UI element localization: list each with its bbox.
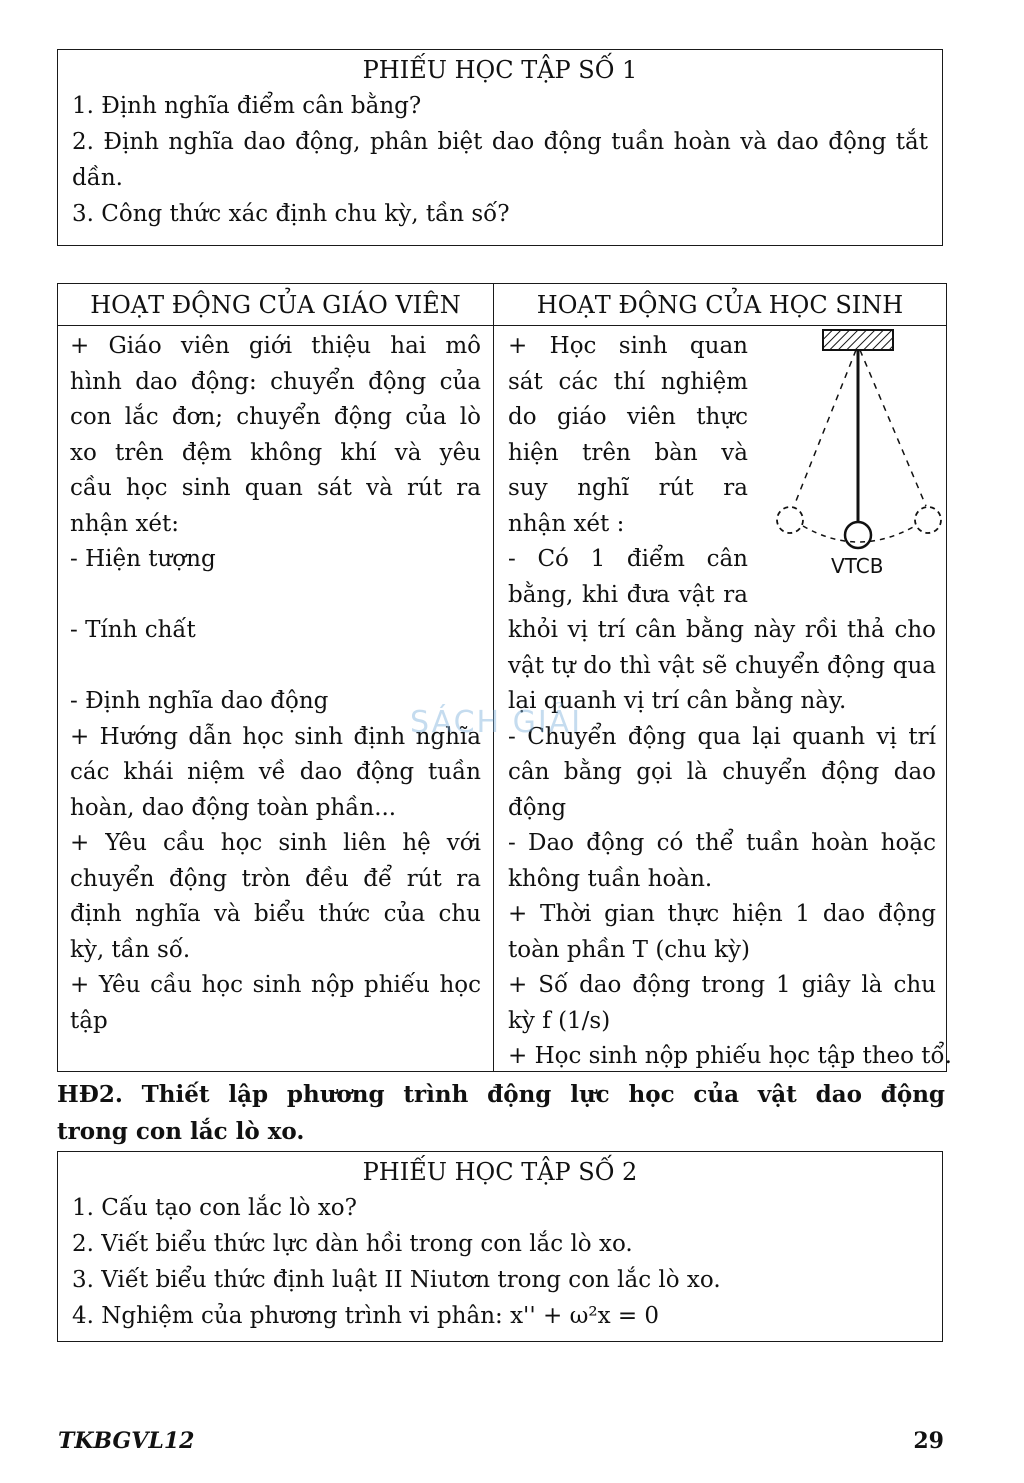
pendulum-support [823,330,893,350]
teacher-line [70,649,481,685]
teacher-line: - Hiện tượng [70,546,216,572]
worksheet-1-item: 3. Công thức xác định chu kỳ, tần số? [72,201,510,227]
worksheet-1-item: dần. [72,165,123,191]
teacher-line: hình dao động: chuyển động của [70,368,481,395]
student-line: + Số dao động trong 1 giây là chu [508,972,936,998]
worksheet-1-item: 2. Định nghĩa dao động, phân biệt dao động tuần hoàn và dao động tắt [72,129,928,155]
teacher-line: định nghĩa và biểu thức của chu [70,901,481,927]
worksheet-1-box [57,49,943,246]
page-number: 29 [913,1428,944,1454]
pendulum-bob-right [915,507,941,533]
teacher-line: + Yêu cầu học sinh liên hệ với [70,830,481,856]
student-line: + Học sinh quan [508,333,748,359]
teacher-line: xo trên đệm không khí và yêu [70,439,481,466]
student-line: vật tự do thì vật sẽ chuyển động qua [508,652,936,679]
student-line: - Chuyển động qua lại quanh vị trí [508,723,936,750]
section-heading-line: HĐ2. Thiết lập phương trình động lực học của vật dao động [57,1081,945,1108]
worksheet-1-title: PHIẾU HỌC TẬP SỐ 1 [362,56,638,84]
teacher-line: chuyển động tròn đều để rút ra [70,865,481,892]
student-activities-narrow [508,329,748,613]
student-line: do giáo viên thực [508,404,748,430]
teacher-line: + Giáo viên giới thiệu hai mô [70,333,481,359]
teacher-line: cầu học sinh quan sát và rút ra [70,475,481,501]
section-heading [57,1076,945,1150]
equilibrium-label: VTCB [831,554,884,578]
student-line: khỏi vị trí cân bằng này rồi thả cho [508,617,936,643]
student-line: bằng, khi đưa vật ra [508,581,748,608]
teacher-line: - Tính chất [70,617,196,643]
worksheet-2-item: 4. Nghiệm của phương trình vi phân: x'' + ω²x = 0 [72,1303,660,1329]
worksheet-2-item: 1. Cấu tạo con lắc lò xo? [72,1195,357,1221]
watermark: SÁCH GIẢI [410,705,583,740]
column-divider [493,284,494,1071]
worksheet-2-item: 3. Viết biểu thức định luật II Niutơn trong con lắc lò xo. [72,1267,721,1293]
teacher-line: hoàn, dao động toàn phần... [70,794,397,821]
teacher-line: - Định nghĩa dao động [70,688,329,714]
worksheet-2-title: PHIẾU HỌC TẬP SỐ 2 [362,1158,638,1186]
worksheet-2-box [57,1151,943,1342]
worksheet-2-item: 2. Viết biểu thức lực dàn hồi trong con lắc lò xo. [72,1231,633,1257]
student-column-header: HOẠT ĐỘNG CỦA HỌC SINH [536,291,904,319]
worksheet-1-item: 1. Định nghĩa điểm cân bằng? [72,93,422,119]
pendulum-diagram [768,326,948,566]
teacher-line: + Yêu cầu học sinh nộp phiếu học [70,972,481,998]
teacher-line [70,578,481,614]
student-line: + Học sinh nộp phiếu học tập theo tổ. [508,1043,952,1069]
pendulum-bob-left [777,507,803,533]
pendulum-left-path [794,350,856,506]
student-line: kỳ f (1/s) [508,1007,611,1034]
student-line: - Có 1 điểm cân [508,546,748,572]
student-line: động [508,794,567,821]
student-line: lại quanh vị trí cân bằng này. [508,688,847,714]
student-line: + Thời gian thực hiện 1 dao động [508,901,936,927]
student-line: hiện trên bàn và [508,439,748,466]
student-line: suy nghĩ rút ra [508,475,748,501]
teacher-line: các khái niệm về dao động tuần [70,759,481,785]
pendulum-bob-equilibrium [845,522,871,548]
teacher-line: tập [70,1007,108,1034]
student-line: nhận xét : [508,510,625,537]
teacher-column-header: HOẠT ĐỘNG CỦA GIÁO VIÊN [90,291,461,319]
student-activities-wide [508,613,952,1075]
pendulum-right-path [860,350,926,506]
student-line: cân bằng gọi là chuyển động dao [508,759,936,785]
teacher-line: con lắc đơn; chuyển động của lò [70,404,481,430]
section-heading-line: trong con lắc lò xo. [57,1118,305,1145]
student-line: - Dao động có thể tuần hoàn hoặc [508,830,936,856]
teacher-activities [70,329,481,1039]
book-code: TKBGVL12 [58,1428,195,1454]
teacher-line: + Hướng dẫn học sinh định nghĩa [70,723,481,750]
student-line: không tuần hoàn. [508,865,713,892]
student-line: toàn phần T (chu kỳ) [508,936,751,963]
activities-table [57,283,952,1072]
teacher-line: nhận xét: [70,510,180,537]
student-line: sát các thí nghiệm [508,368,748,395]
teacher-line: kỳ, tần số. [70,936,191,963]
